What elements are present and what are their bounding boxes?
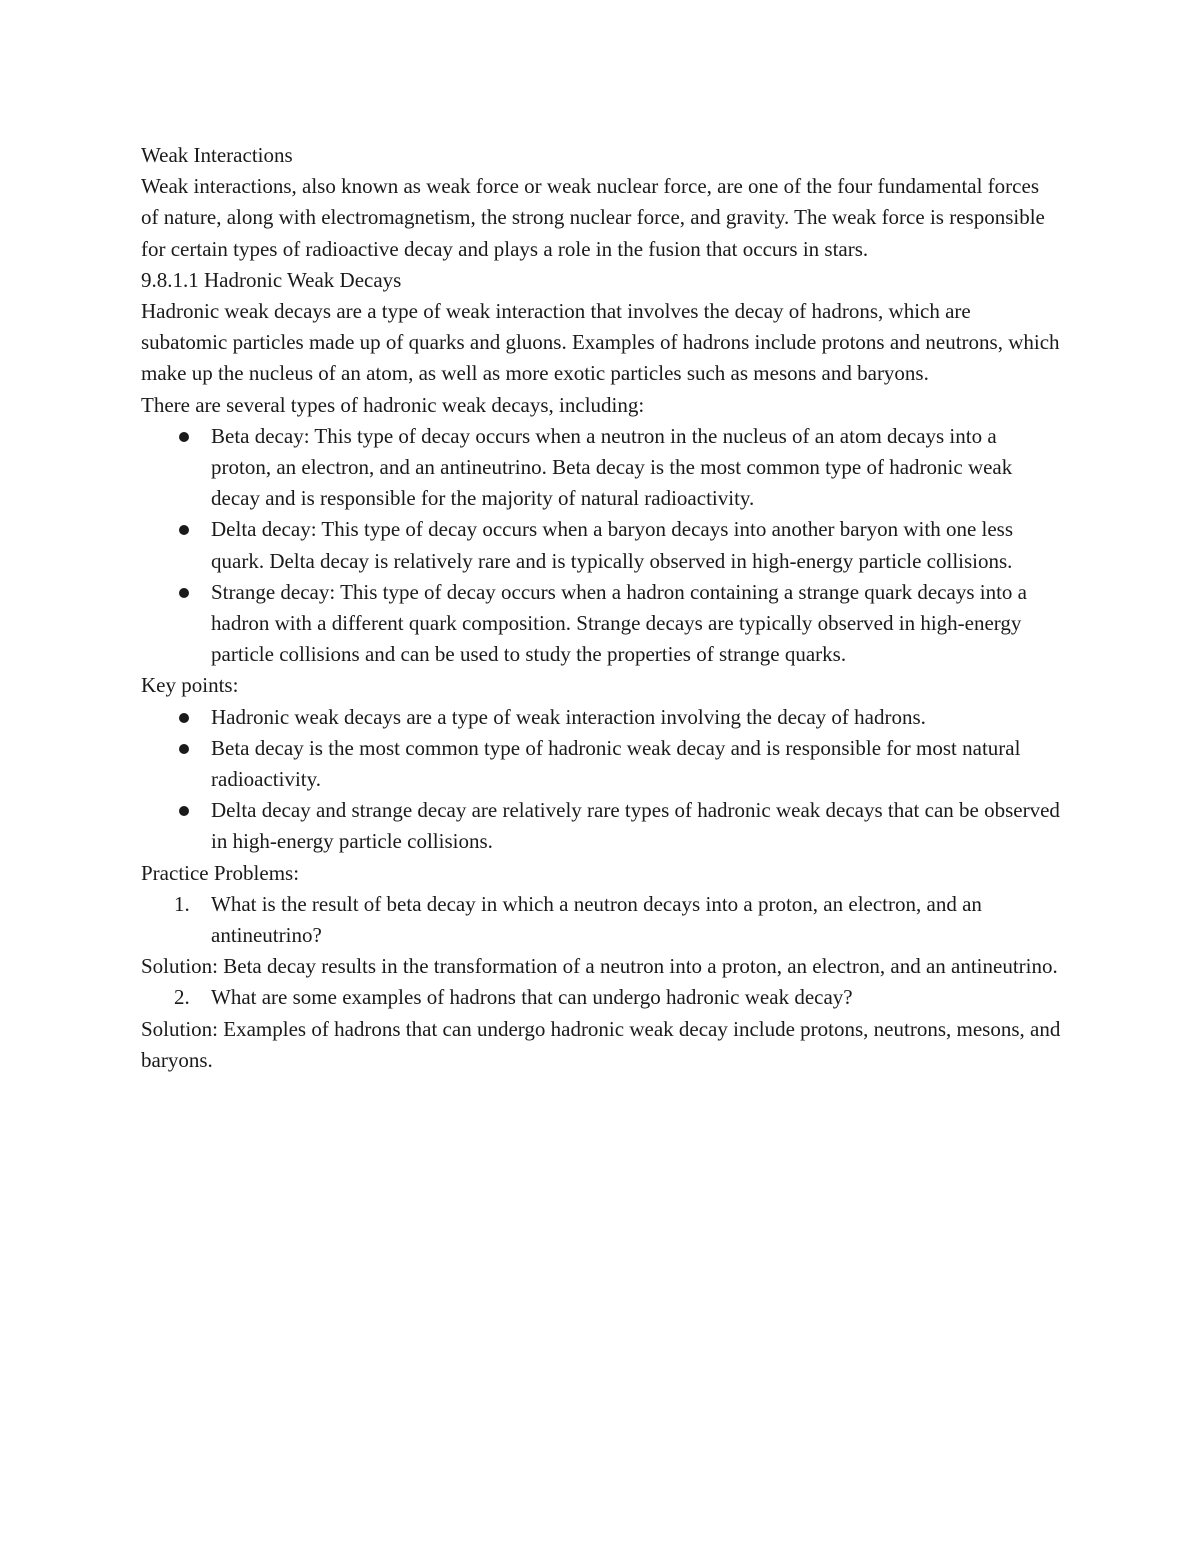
bullet-icon [179, 588, 189, 598]
problem-number: 1. [174, 891, 190, 916]
key-points-label: Key points: [141, 673, 239, 698]
bullet-icon [179, 806, 189, 816]
problem-solution: Solution: Beta decay results in the transformation of a neutron into a proton, an electron, and an antineutrino. [141, 954, 1058, 979]
list-item [141, 421, 1061, 515]
intro-paragraph: Weak interactions, also known as weak force or weak nuclear force, are one of the four fundamental forces of nature, along with electromagnetism, the strong nuclear force, and gravity. The weak force is responsible for certain types of radioactive decay and plays a role in the fusion that occurs in stars. [141, 174, 1045, 261]
section-paragraph: Hadronic weak decays are a type of weak interaction that involves the decay of hadrons, which are subatomic particles made up of quarks and gluons. Examples of hadrons include protons and neutrons, which make up the nucleus of an atom, as well as more exotic particles such as mesons and baryons. [141, 299, 1060, 386]
problem-solution: Solution: Examples of hadrons that can undergo hadronic weak decay include protons, neutrons, mesons, and baryons. [141, 1016, 1061, 1072]
decay-types-list [141, 421, 1061, 671]
problem-question [141, 889, 1061, 951]
problem-question-text: What is the result of beta decay in which a neutron decays into a proton, an electron, and an antineutrino? [211, 891, 982, 948]
list-item-text: Beta decay is the most common type of hadronic weak decay and is responsible for most natural radioactivity. [211, 735, 1021, 792]
problem-question [141, 982, 1061, 1013]
list-item-text: Strange decay: This type of decay occurs when a hadron containing a strange quark decays into a hadron with a different quark composition. Strange decays are typically observed in high-energy particle collisions and can be used to study the properties of strange quarks. [211, 579, 1027, 667]
list-item [141, 733, 1061, 795]
key-points-list [141, 702, 1061, 858]
problem-2-list [141, 982, 1061, 1013]
bullet-icon [179, 713, 189, 723]
bullet-icon [179, 525, 189, 535]
practice-label: Practice Problems: [141, 860, 300, 885]
list-item [141, 577, 1061, 671]
list-item [141, 514, 1061, 576]
list-item-text: Delta decay: This type of decay occurs when a baryon decays into another baryon with one less quark. Delta decay is relatively rare and is typically observed in high-energy particle collisions. [211, 517, 1014, 573]
list-item [141, 795, 1061, 857]
list-item-text: Beta decay: This type of decay occurs when a neutron in the nucleus of an atom decays into a proton, an electron, and an antineutrino. Beta decay is the most common type of hadronic weak decay and is responsible for the majority of natural radioactivity. [211, 423, 1013, 511]
bullet-icon [179, 432, 189, 442]
problem-1-list [141, 889, 1061, 951]
types-intro: There are several types of hadronic weak decays, including: [141, 392, 645, 417]
bullet-icon [179, 744, 189, 754]
document-page [141, 140, 1061, 1076]
list-item-text: Delta decay and strange decay are relatively rare types of hadronic weak decays that can be observed in high-energy particle collisions. [211, 798, 1060, 854]
list-item-text: Hadronic weak decays are a type of weak interaction involving the decay of hadrons. [211, 704, 926, 729]
section-heading: 9.8.1.1 Hadronic Weak Decays [141, 267, 402, 292]
problem-number: 2. [174, 985, 190, 1010]
document-title: Weak Interactions [141, 143, 293, 167]
list-item [141, 702, 1061, 733]
problem-question-text: What are some examples of hadrons that can undergo hadronic weak decay? [211, 985, 853, 1010]
